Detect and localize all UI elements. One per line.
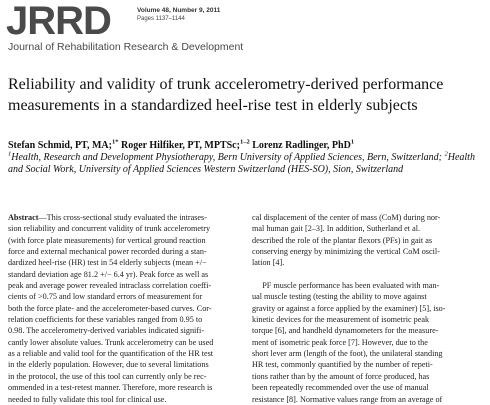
abstract-line: (with force plate measurements) for vertical ground reaction	[8, 235, 206, 245]
abstract-line: as a reliable and valid tool for the quantification of the HR test	[8, 349, 214, 359]
body-line: mal human gait [2–3]. In addition, Sutherland et al.	[252, 224, 421, 234]
title-line: measurements in a standardized heel-rise test in elderly subjects	[8, 97, 418, 114]
pages-info: Pages 1137–1144	[137, 16, 185, 22]
abstract-line: in the protocol, the use of this tool can currently only be rec-	[8, 371, 207, 381]
body-line: cal displacement of the center of mass (CoM) during nor-	[252, 213, 441, 222]
journal-name: Journal of Rehabilitation Research & Development	[8, 41, 244, 53]
body-line: kinetic devices for the measurement of isometric peak	[252, 315, 430, 325]
abstract-line: dardized heel-rise (HR) test in 54 elderly subjects (mean +/−	[8, 258, 207, 268]
body-line: described the role of the plantar flexors (PFs) in gait as	[252, 235, 433, 245]
author-block	[8, 140, 486, 176]
affiliation-line: and Social Work, University of Applied Sciences Western Switzerland (HES-SO), Sion, Switzerland	[8, 164, 404, 175]
article-title	[8, 74, 486, 116]
abstract-line: sion reliability and concurrent validity of trunk accelerometry	[8, 224, 211, 234]
body-line	[252, 269, 488, 280]
abstract-line: cantly lower absolute values. Trunk accelerometry can be used	[8, 337, 214, 347]
affiliation-superscript: 2	[444, 150, 448, 158]
body-line: ual muscle testing (testing the ability to move against	[252, 292, 427, 302]
author-superscript: 1	[350, 138, 355, 146]
affiliation-superscript: 1	[8, 150, 12, 158]
body-line: gravity or against a force applied by the examiner) [5], iso-	[252, 303, 446, 313]
abstract-column	[8, 212, 240, 405]
body-line: PF muscle performance has been evaluated with man-	[252, 281, 440, 291]
abstract-line: ommended in a test-retest manner. Therefore, more research is	[8, 383, 213, 393]
abstract-text: —This cross-sectional study evaluated the intrases-	[38, 213, 207, 222]
body-line: lation [4].	[252, 258, 285, 268]
body-column	[252, 212, 488, 405]
abstract-line: peak and average power revealed intraclass correlation coeffi-	[8, 281, 212, 291]
abstract-line: in the elderly population. However, due to several limitations	[8, 360, 209, 370]
abstract-line: force and external mechanical power recorded during a stan-	[8, 247, 207, 257]
author-superscript: 1–2	[239, 138, 250, 146]
body-line: tions rather than by the amount of force produced, has	[252, 371, 430, 381]
body-line: torque [6], and handheld dynamometers for the measure-	[252, 326, 439, 336]
author-name: Roger Hilfiker, PT, MPTSc;	[118, 140, 240, 151]
affiliation-text: Health, Research and Development Physiotherapy, Bern University of Applied Sciences, Bern, Switzerland;	[11, 152, 445, 163]
author-name: Stefan Schmid, PT, MA;	[8, 140, 112, 151]
abstract-line: 0.98. The accelerometry-derived variables indicated signifi-	[8, 326, 205, 336]
affiliation-text: Health	[447, 152, 475, 163]
abstract-line: standard deviation age 81.2 +/− 6.4 yr). Peak force as well as	[8, 269, 209, 279]
body-line: conserving energy by minimizing the vertical CoM oscil-	[252, 247, 440, 257]
author-name: Lorenz Radlinger, PhD	[249, 140, 351, 151]
abstract-label: Abstract	[8, 213, 39, 222]
abstract-line: both the force plate- and the accelerometer-based curves. Cor-	[8, 303, 212, 313]
abstract-line: cients of >0.75 and low standard errors of measurement for	[8, 292, 203, 302]
abstract-line: needed to fully validate this tool for clinical use.	[8, 394, 167, 404]
journal-logo: JRRD	[6, 0, 111, 43]
body-line: been repeatedly recommended over the use of manual	[252, 383, 429, 393]
body-line: ment of isometric peak force [7]. However, due to the	[252, 337, 428, 347]
abstract-line: relation coefficients for these variables ranged from 0.95 to	[8, 315, 203, 325]
body-line: resistance [8]. Normative values range from an average of	[252, 394, 443, 404]
abstract-line	[8, 212, 240, 223]
author-superscript: 1*	[111, 138, 119, 146]
body-line: HR test, commonly quantified by the number of repeti-	[252, 360, 433, 370]
author-names	[8, 140, 486, 152]
volume-info: Volume 48, Number 9, 2011	[137, 7, 221, 14]
affiliation-line	[8, 152, 486, 164]
title-line: Reliability and validity of trunk accelerometry-derived performance	[8, 76, 444, 93]
body-line: short lever arm (length of the foot), the unilateral standing	[252, 349, 443, 359]
